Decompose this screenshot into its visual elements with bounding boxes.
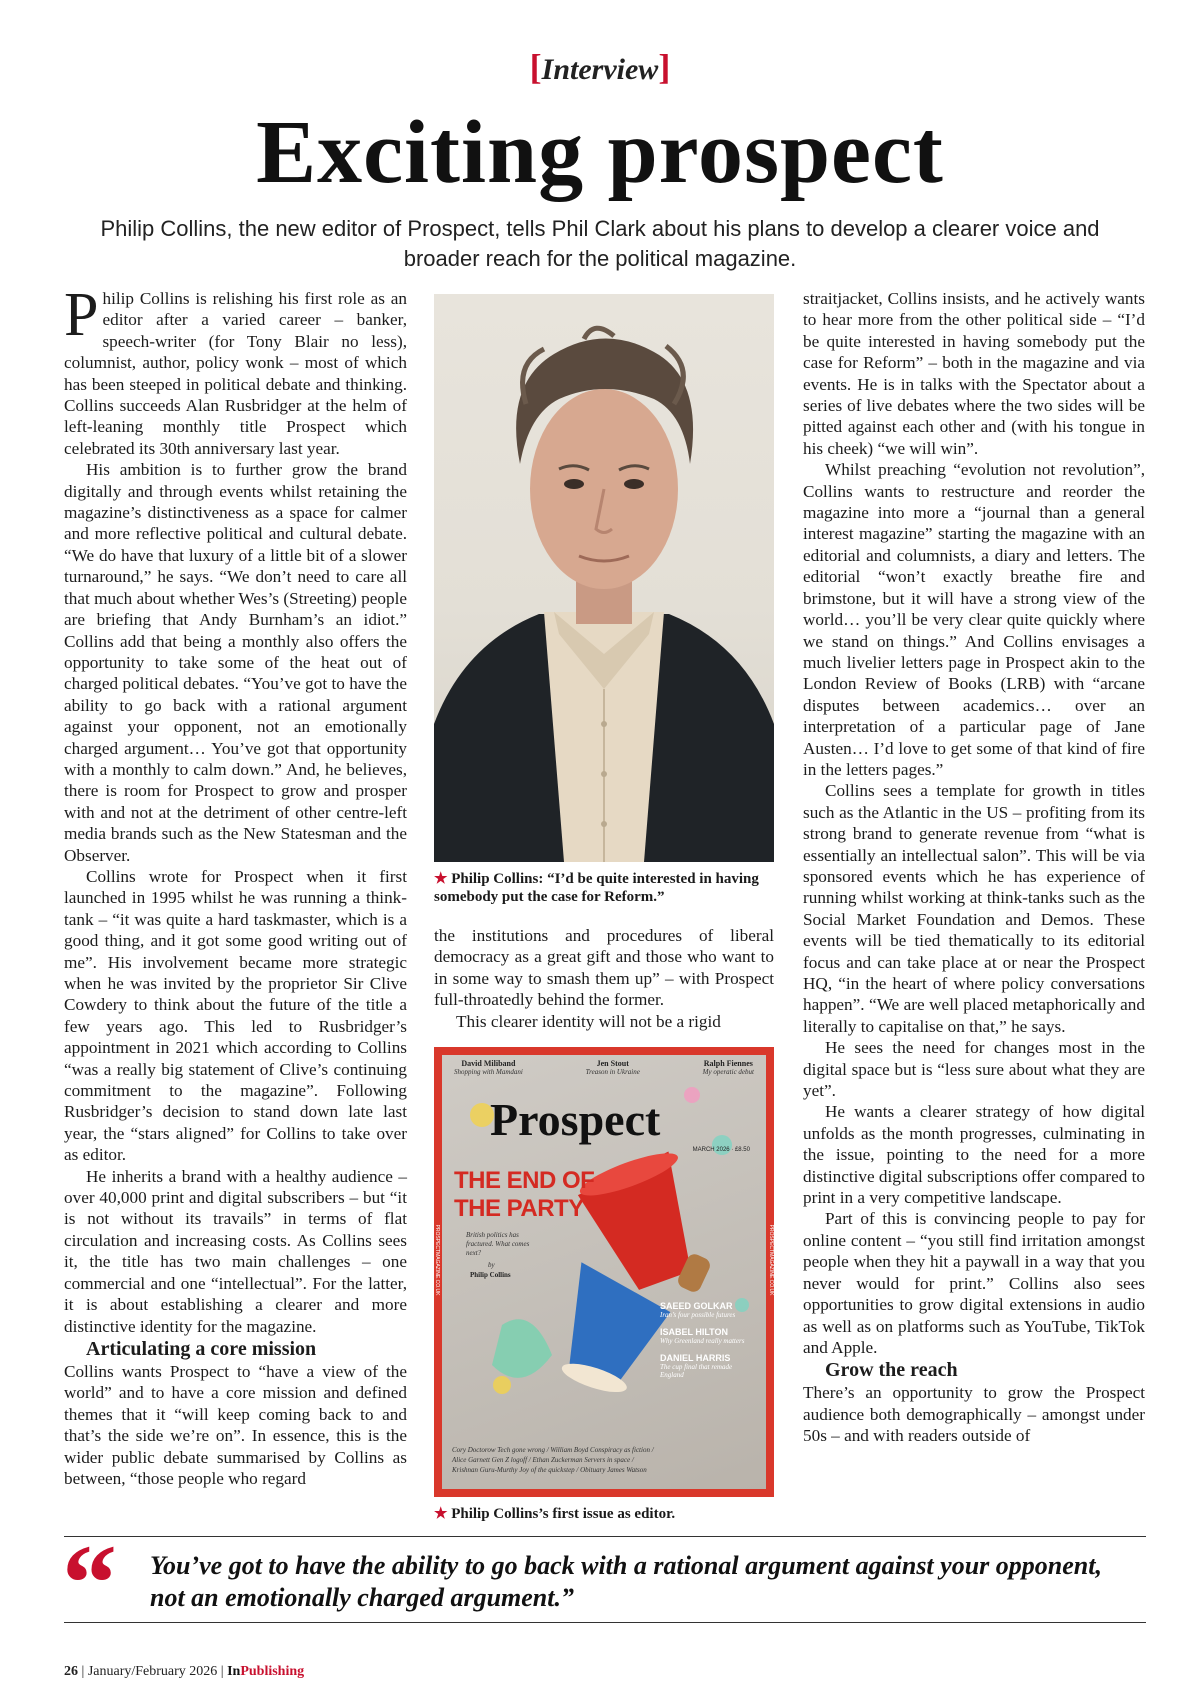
photo-caption: ★ Philip Collins: “I’d be quite interested in having somebody put the case for Reform.” [434,871,759,905]
cover-headline-2: THE PARTY [454,1195,584,1222]
portrait-photo [434,294,774,862]
article-column-3 [803,288,1145,1447]
bracket-close: ] [658,47,671,87]
cover-subline: British politics has fractured. What comes next? [466,1231,530,1257]
article-column-1 [64,281,407,1489]
cover-top-teasers [454,1059,754,1076]
cover-teaser: DANIEL HARRIS The cup final that remade England [660,1353,733,1379]
paragraph: This clearer identity will not be a rigid [456,1011,721,1031]
magazine-cover [434,1047,774,1497]
cover-date-line: MARCH 2026 · £8.50 [692,1147,750,1153]
paragraph: He wants a clearer strategy of how digital unfolds as the month progresses, culminating in the issue, pointing to the need for a more distinctive digital subscriptions offer compared to print in a very competitive landscape. [803,1102,1145,1208]
quote-mark-icon: “ [62,1522,117,1644]
paragraph: Collins sees a template for growth in titles such as the Atlantic in the US – profiting from its strong brand to generate revenue from “what is essentially an intellectual salon”. This will be via sponsored events which he has experience of running whilst working at think-tanks such as the Social Market Foundation and Demos. These events will be tied thematically to its editorial focus and can take place at or near the Prospect HQ, “in the heart of where policy conversations happen”. “We are well placed metaphorically and literally to capitalise on that,” he says. [803,781,1145,1036]
star-icon: ★ [434,871,452,887]
paragraph: He sees the need for changes most in the digital space but is “less sure about what they are yet”. [803,1038,1145,1101]
footer-separator: | [220,1664,224,1679]
paragraph [64,281,407,459]
cover-spine-left: PROSPECTMAGAZINE.CO.UK [434,1224,440,1296]
cover-caption: ★ Philip Collins’s first issue as editor. [434,1506,676,1522]
pull-quote-rule-top [64,1536,1146,1537]
standfirst: Philip Collins, the new editor of Prospect, tells Phil Clark about his plans to develop a clearer voice and broader reach for the political magazine. [100,216,1100,271]
cover-artwork [442,1055,766,1489]
paragraph: He inherits a brand with a healthy audience – over 40,000 print and digital subscribers – but “it is not without its travails” in terms of flat circulation and increasing costs. As Collins sees it, the title has two main challenges – one commercial and one “intellectual”. For the latter, it is about establishing a clearer and more distinctive identity for the magazine. [64,1166,407,1336]
article-column-2 [434,925,774,1032]
paragraph: There’s an opportunity to grow the Prospect audience both demographically – amongst under 50s – and with readers outside of [803,1383,1145,1446]
cover-headline-1: THE END OF [454,1167,595,1194]
cover-teaser: ISABEL HILTON Why Greenland really matters [660,1327,745,1345]
publication-brand: InPublishing [227,1664,305,1679]
paragraph: Collins wants Prospect to “have a view of the world” and to have a core mission and defined themes that it “will keep coming back to and that’s the side we’re on”. In essence, this is the wider public debate summarised by Collins as between, “those people who regard [64,1361,407,1488]
page-footer [64,1664,304,1680]
paragraph-text: hilip Collins is relishing his first role as an editor after a varied career – banker, speech-writer (for Tony Blair no less), columnist, author, policy wonk – most of which has been steeped in political debate and thinking. Collins succeeds Alan Rusbridger at the helm of left-leaning monthly title Prospect which celebrated its 30th anniversary last year. [64,289,407,458]
page-number: 26 [64,1664,78,1679]
headline: Exciting prospect [256,103,944,202]
cover-author: Philip Collins [470,1271,511,1279]
paragraph: Part of this is convincing people to pay for online content – “you still find irritation amongst people when they hit a paywall in a way that you never would for print.” Collins also sees opportunities to grow digital extensions in audio as well as on platforms such as YouTube, TikTok and Apple. [803,1209,1145,1357]
cover-by: by [488,1261,495,1269]
bracket-open: [ [529,47,542,87]
star-icon: ★ [434,1506,452,1522]
cover-bottom-lines: Cory Doctorow Tech gone wrong / William Boyd Conspiracy as fiction / Alice Garnett Gen Z logoff / Ethan Zuckerman Servers in space / Krishnan Guru-Murthy Joy of the quickstep / Obituary James Watson [452,1446,654,1474]
pull-quote-rule-bottom [64,1622,1146,1623]
cover-masthead: Prospect [490,1094,661,1145]
drop-cap: P [64,281,99,349]
cover-side-teasers [660,1301,750,1379]
paragraph: Whilst preaching “evolution not revolution”, Collins wants to restructure and reorder the magazine into more a “journal than a general interest magazine” starting the magazine with an editorial and columnists, a diary and letters. The editorial “won’t exactly breathe fire and brimstone, but it will have a strong view of the world… you’ll be very clear quite quickly where we stand on things.” And Collins envisages a much livelier letters page in Prospect akin to the London Review of Books (LRB) with “arcane disputes between academics… over an interpretation of a particular page of Jane Austen… I’d love to get some of that kind of fire in the letters pages.” [803,460,1145,779]
cover-spine-right: PROSPECTMAGAZINE.CO.UK [768,1224,774,1296]
subheading: Grow the reach [825,1359,958,1382]
cover-teaser: Jen Stout Treason in Ukraine [585,1059,640,1076]
paragraph: His ambition is to further grow the brand digitally and through events whilst retaining the magazine’s distinctiveness as a space for calmer and more reflective political and cultural debate. “We do have that luxury of a little bit of a slower turnaround,” he says. “We don’t need to care all that much about whether Wes’s (Streeting) people are briefing that Andy Burnham’s an idiot.” Collins add that being a monthly also offers the opportunity to take some of the heat out of charged political debates. “You’ve got to have the ability to go back with a rational argument against your opponent, not an emotionally charged argument… You’ve got that opportunity with a monthly to calm down.” And, he believes, there is room for Prospect to grow and prosper with and not at the detriment of other centre-left media brands such as the New Statesman and the Observer. [64,460,407,865]
paragraph: the institutions and procedures of liberal democracy as a great gift and those who want to in some way to smash them up” – with Prospect full-throatedly behind the former. [434,926,774,1010]
paragraph: straitjacket, Collins insists, and he actively wants to hear more from the other political side – “I’d be quite interested in having somebody put the case for Reform” – both in the magazine and via events. He is in talks with the Spectator about a series of live debates where the two sides will be pitted against each other and (with his tongue in his cheek) “we will win”. [803,289,1145,458]
portrait-illustration [434,294,774,862]
footer-separator: | [81,1664,85,1679]
section-label [0,46,1200,88]
pull-quote: You’ve got to have the ability to go back with a rational argument against your opponent, not an emotionally charged argument.” [150,1551,1102,1612]
cover-teaser: SAEED GOLKAR Iran’s four possible futures [660,1301,736,1319]
section-label-text: Interview [541,53,659,86]
subheading: Articulating a core mission [86,1337,317,1360]
cover-teaser: Ralph Fiennes My operatic debut [702,1059,754,1076]
issue-date: January/February 2026 [87,1664,218,1679]
paragraph: Collins wrote for Prospect when it first launched in 1995 whilst he was running a think-tank – “it was quite a hard taskmaster, which is a good thing, and it got some good writing out of me”. His involvement became more strategic when he was invited by the proprietor Sir Clive Cowdery to think about the future of the title a few years ago. This led to Rusbridger’s appointment in 2021 which according to Collins “was a really big statement of Clive’s continuing commitment to the magazine”. Following Rusbridger’s decision to stand down late last year, the “stars aligned” for Collins to take over as editor. [64,866,407,1165]
cover-teaser: David Miliband Shopping with Mamdani [454,1059,523,1076]
